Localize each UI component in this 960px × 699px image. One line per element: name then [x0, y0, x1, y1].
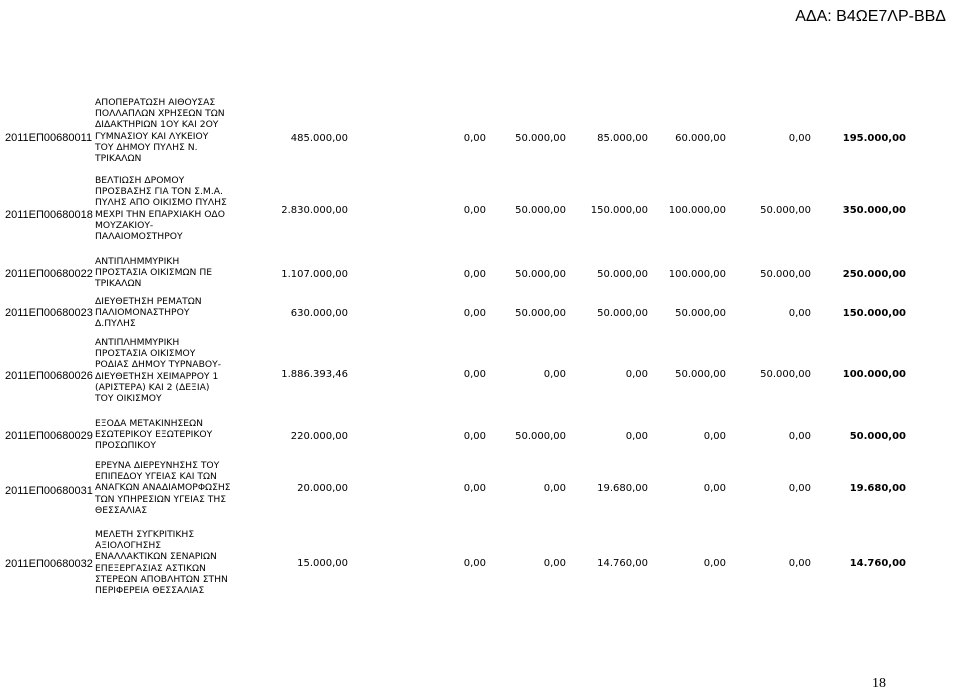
project-code: 2011ΕΠ00680018 — [5, 209, 93, 221]
value-col-6: 0,00 — [788, 133, 811, 144]
value-col-3: 0,00 — [543, 558, 566, 569]
value-col-5: 50.000,00 — [675, 369, 726, 380]
value-col-3: 0,00 — [543, 483, 566, 494]
project-description: ΕΞΟΔΑ ΜΕΤΑΚΙΝΗΣΕΩΝ ΕΣΩΤΕΡΙΚΟΥ ΕΞΩΤΕΡΙΚΟΥ ΠΡΟΣΩΠΙΚΟΥ — [95, 418, 213, 452]
project-code: 2011ΕΠ00680031 — [5, 485, 93, 497]
value-col-2: 0,00 — [463, 269, 486, 280]
value-col-2: 0,00 — [463, 558, 486, 569]
value-col-4: 0,00 — [625, 369, 648, 380]
total-value: 250.000,00 — [842, 269, 906, 280]
project-description: ΑΝΤΙΠΛΗΜΜΥΡΙΚΗ ΠΡΟΣΤΑΣΙΑ ΟΙΚΙΣΜΟΥ ΡΟΔΙΑΣ ΔΗΜΟΥ ΤΥΡΝΑΒΟΥ- ΔΙΕΥΘΕΤΗΣΗ ΧΕΙΜΑΡΡΟΥ 1 (ΑΡΙΣΤΕΡΑ) ΚΑΙ 2 (ΔΕΞΙΑ) ΤΟΥ ΟΙΚΙΣΜΟΥ — [95, 337, 222, 405]
project-code: 2011ΕΠ00680029 — [5, 430, 93, 442]
project-description: ΑΝΤΙΠΛΗΜΜΥΡΙΚΗ ΠΡΟΣΤΑΣΙΑ ΟΙΚΙΣΜΩΝ ΠΕ ΤΡΙΚΑΛΩΝ — [95, 256, 213, 290]
budget-value: 1.107.000,00 — [281, 269, 348, 280]
value-col-5: 100.000,00 — [668, 269, 726, 280]
project-description: ΕΡΕΥΝΑ ΔΙΕΡΕΥΝΗΣΗΣ ΤΟΥ ΕΠΙΠΕΔΟΥ ΥΓΕΙΑΣ ΚΑΙ ΤΩΝ ΑΝΑΓΚΩΝ ΑΝΑΔΙΑΜΟΡΦΩΣΗΣ ΤΩΝ ΥΠΗΡΕΣΙΩΝ ΥΓΕΙΑΣ ΤΗΣ ΘΕΣΣΑΛΙΑΣ — [95, 460, 231, 516]
project-description: ΑΠΟΠΕΡΑΤΩΣΗ ΑΙΘΟΥΣΑΣ ΠΟΛΛΑΠΛΩΝ ΧΡΗΣΕΩΝ ΤΩΝ ΔΙΔΑΚΤΗΡΙΩΝ 1ΟΥ ΚΑΙ 2ΟΥ ΓΥΜΝΑΣΙΟΥ ΚΑΙ ΛΥΚΕΙΟΥ ΤΟΥ ΔΗΜΟΥ ΠΥΛΗΣ Ν. ΤΡΙΚΑΛΩΝ — [95, 97, 225, 165]
total-value: 350.000,00 — [842, 205, 906, 216]
value-col-4: 85.000,00 — [597, 133, 648, 144]
value-col-3: 50.000,00 — [515, 205, 566, 216]
project-code: 2011ΕΠ00680032 — [5, 558, 93, 570]
value-col-6: 0,00 — [788, 431, 811, 442]
total-value: 50.000,00 — [849, 431, 906, 442]
budget-value: 15.000,00 — [297, 558, 348, 569]
project-code: 2011ΕΠ00680022 — [5, 268, 93, 280]
value-col-6: 50.000,00 — [760, 205, 811, 216]
budget-value: 1.886.393,46 — [281, 369, 348, 380]
value-col-5: 0,00 — [703, 558, 726, 569]
budget-value: 20.000,00 — [297, 483, 348, 494]
value-col-2: 0,00 — [463, 133, 486, 144]
value-col-2: 0,00 — [463, 369, 486, 380]
project-code: 2011ΕΠ00680026 — [5, 370, 93, 382]
value-col-4: 150.000,00 — [590, 205, 648, 216]
value-col-5: 50.000,00 — [675, 308, 726, 319]
value-col-6: 0,00 — [788, 558, 811, 569]
total-value: 14.760,00 — [849, 558, 906, 569]
value-col-6: 50.000,00 — [760, 369, 811, 380]
value-col-6: 0,00 — [788, 308, 811, 319]
value-col-5: 0,00 — [703, 431, 726, 442]
budget-value: 630.000,00 — [290, 308, 348, 319]
value-col-2: 0,00 — [463, 308, 486, 319]
value-col-2: 0,00 — [463, 431, 486, 442]
value-col-6: 50.000,00 — [760, 269, 811, 280]
budget-value: 2.830.000,00 — [281, 205, 348, 216]
value-col-3: 50.000,00 — [515, 269, 566, 280]
page-number: 18 — [872, 676, 886, 691]
value-col-5: 0,00 — [703, 483, 726, 494]
project-code: 2011ΕΠ00680011 — [5, 132, 93, 144]
value-col-4: 14.760,00 — [597, 558, 648, 569]
value-col-3: 50.000,00 — [515, 308, 566, 319]
value-col-6: 0,00 — [788, 483, 811, 494]
ada-header: ΑΔΑ: Β4ΩΕ7ΛΡ-ΒΒΔ — [795, 8, 946, 25]
value-col-4: 50.000,00 — [597, 308, 648, 319]
budget-value: 485.000,00 — [290, 133, 348, 144]
value-col-4: 50.000,00 — [597, 269, 648, 280]
value-col-2: 0,00 — [463, 483, 486, 494]
value-col-2: 0,00 — [463, 205, 486, 216]
budget-value: 220.000,00 — [290, 431, 348, 442]
value-col-5: 60.000,00 — [675, 133, 726, 144]
total-value: 100.000,00 — [842, 369, 906, 380]
total-value: 195.000,00 — [842, 133, 906, 144]
value-col-4: 0,00 — [625, 431, 648, 442]
project-description: ΒΕΛΤΙΩΣΗ ΔΡΟΜΟΥ ΠΡΟΣΒΑΣΗΣ ΓΙΑ ΤΟΝ Σ.Μ.Α. ΠΥΛΗΣ ΑΠΟ ΟΙΚΙΣΜΟ ΠΥΛΗΣ ΜΕΧΡΙ ΤΗΝ ΕΠΑΡΧΙΑΚΗ ΟΔΟ ΜΟΥΖΑΚΙΟΥ- ΠΑΛΑΙΟΜΟΣΤΗΡΟΥ — [95, 175, 227, 243]
value-col-3: 0,00 — [543, 369, 566, 380]
total-value: 150.000,00 — [842, 308, 906, 319]
project-code: 2011ΕΠ00680023 — [5, 307, 93, 319]
value-col-5: 100.000,00 — [668, 205, 726, 216]
total-value: 19.680,00 — [849, 483, 906, 494]
value-col-4: 19.680,00 — [597, 483, 648, 494]
value-col-3: 50.000,00 — [515, 431, 566, 442]
project-description: ΜΕΛΕΤΗ ΣΥΓΚΡΙΤΙΚΗΣ ΑΞΙΟΛΟΓΗΣΗΣ ΕΝΑΛΛΑΚΤΙΚΩΝ ΣΕΝΑΡΙΩΝ ΕΠΕΞΕΡΓΑΣΙΑΣ ΑΣΤΙΚΩΝ ΣΤΕΡΕΩΝ ΑΠΟΒΛΗΤΩΝ ΣΤΗΝ ΠΕΡΙΦΕΡΕΙΑ ΘΕΣΣΑΛΙΑΣ — [95, 529, 228, 597]
project-description: ΔΙΕΥΘΕΤΗΣΗ ΡΕΜΑΤΩΝ ΠΑΛΙΟΜΟΝΑΣΤΗΡΟΥ Δ.ΠΥΛΗΣ — [95, 296, 202, 330]
value-col-3: 50.000,00 — [515, 133, 566, 144]
